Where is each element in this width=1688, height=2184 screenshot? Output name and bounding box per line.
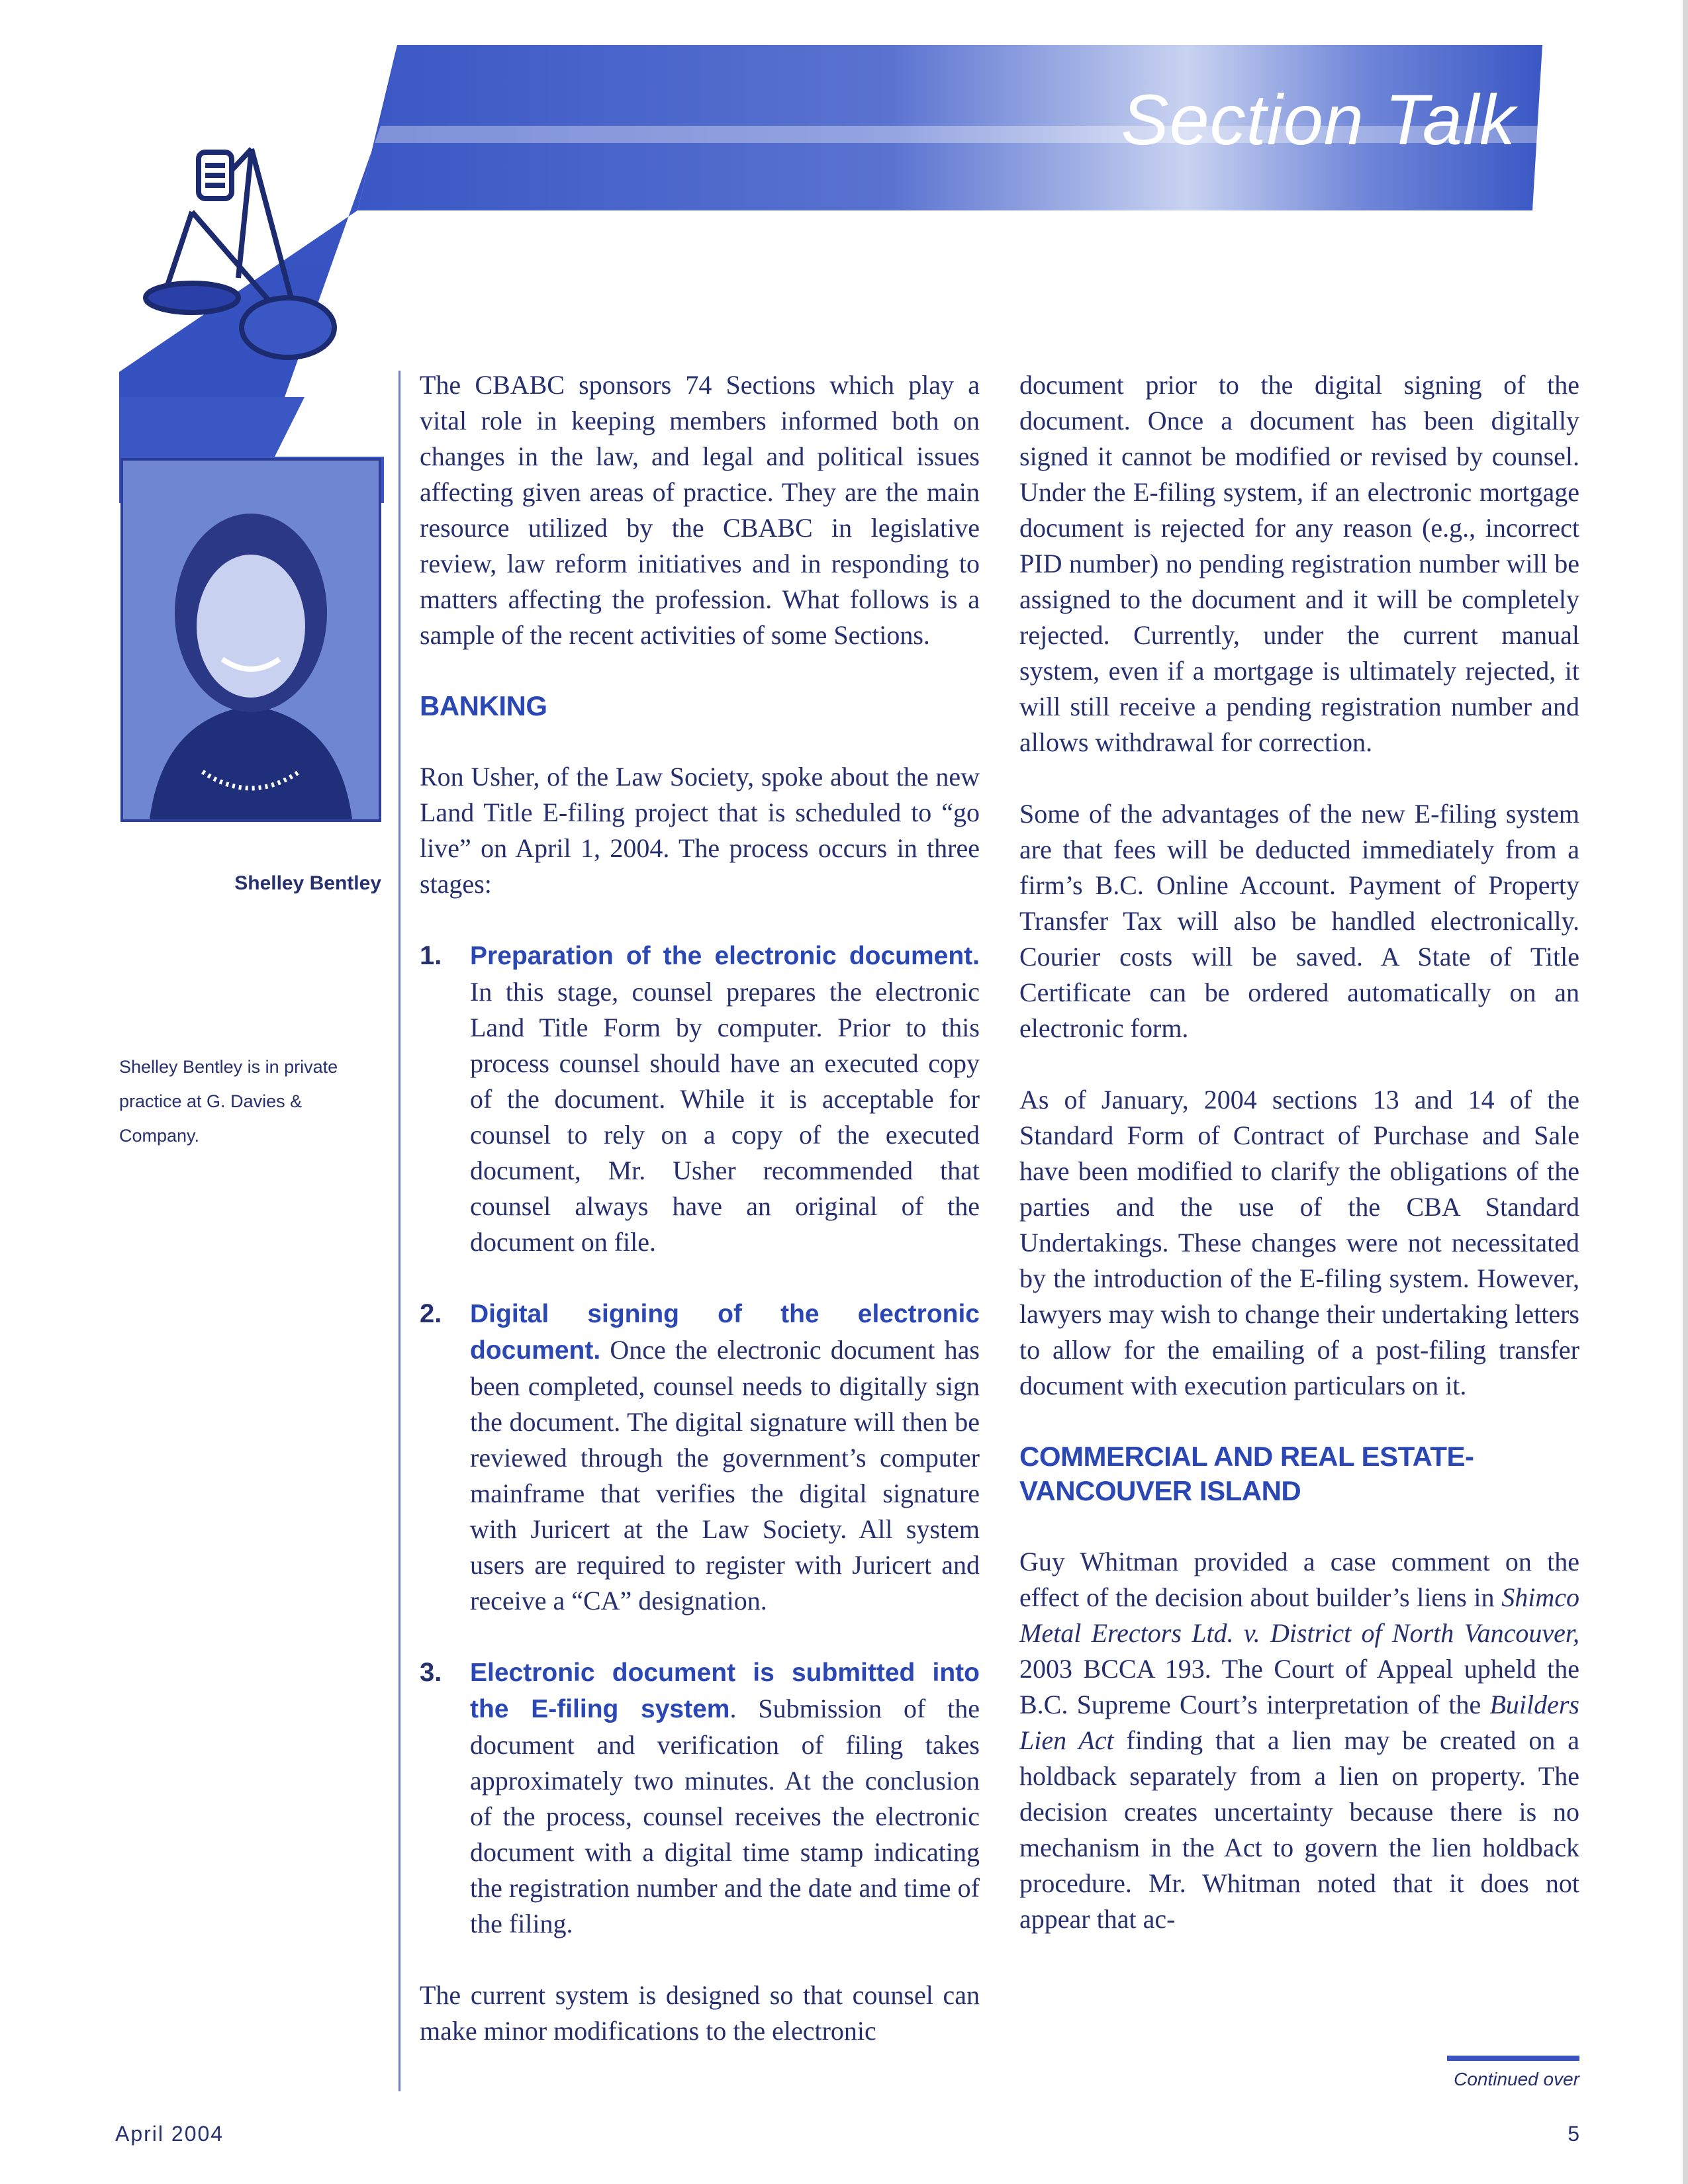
list-lead: Electronic document is submitted into the E-filing system <box>470 1659 980 1723</box>
text-run: 2003 BCCA 193. The Court of Appeal upheld the B.C. Supreme Court’s interpretation of the <box>1019 1654 1579 1719</box>
paragraph: Some of the advantages of the new E-filing system are that fees will be deducted immediately from a firm’s B.C. Online Account. Payment of Property Transfer Tax will also be handled electronically. Courier costs will be saved. A State of Title Certificate can be ordered automatically on an electronic form. <box>1019 799 1579 1043</box>
closing-paragraph: The current system is designed so that counsel can make minor modifications to the electronic <box>420 1980 980 2046</box>
photo-caption: Shelley Bentley <box>234 872 381 894</box>
page-number: 5 <box>1568 2122 1579 2146</box>
commercial-heading <box>1019 1439 1579 1508</box>
paragraph: document prior to the digital signing of the document. Once a document has been digitally signed it cannot be modified or revised by counsel. Under the E-filing system, if an electronic mortgage document is rejected for any reason (e.g., incorrect PID number) no pending registration number will be assigned to the document and it will be completely rejected. Currently, under the current manual system, even if a mortgage is ultimately rejected, it will still receive a pending registration number and allows withdrawal for correction. <box>1019 370 1579 757</box>
banking-heading: BANKING <box>420 690 547 721</box>
act-name: Builders Lien Act <box>1019 1690 1579 1755</box>
author-bio: Shelley Bentley is in private practice at G. Davies & Company. <box>119 1057 338 1146</box>
section-title: Section Talk <box>1121 79 1516 159</box>
list-lead: Digital signing of the electronic document. <box>470 1300 980 1365</box>
text-run: Guy Whitman provided a case comment on the effect of the decision about builder’s liens in <box>1019 1547 1579 1612</box>
case-name: Shimco Metal Erectors Ltd. v. District of North Vancouver, <box>1019 1582 1579 1648</box>
list-item <box>420 1296 980 1619</box>
intro-paragraph: The CBABC sponsors 74 Sections which play a vital role in keeping members informed both on changes in the law, and legal and political issues affecting given areas of practice. They are the main resource utilized by the CBABC in legislative review, law reform initiatives and in responding to matters affecting the profession. What follows is a sample of the recent activities of some Sections. <box>420 370 980 650</box>
right-column <box>1019 367 1579 1937</box>
list-number: 1. <box>420 941 442 970</box>
continued-over-label: Continued over <box>1454 2069 1579 2089</box>
list-text: Once the electronic document has been completed, counsel needs to digitally sign the document. The digital signature will then be reviewed through the government’s computer mainframe that verifies the digital signature with Juricert at the Law Society. All system users are required to register with Juricert and receive a “CA” designation. <box>470 1335 980 1615</box>
continued-rule <box>1447 2056 1579 2061</box>
list-text: . Submission of the document and verification of filing takes approximately two minutes. At the conclusion of the process, counsel receives the electronic document with a digital time stamp indicating the registration number and the date and time of the filing. <box>470 1694 980 1938</box>
heading-line: COMMERCIAL AND REAL ESTATE- <box>1019 1441 1474 1472</box>
banking-intro-paragraph: Ron Usher, of the Law Society, spoke about the new Land Title E-filing project that is scheduled to “go live” on April 1, 2004. The process occurs in three stages: <box>420 762 980 899</box>
list-text: In this stage, counsel prepares the electronic Land Title Form by computer. Prior to this process counsel should have an executed copy of the document. While it is acceptable for counsel to rely on a copy of the executed document, Mr. Usher recommended that counsel always have an original of the document on file. <box>470 977 980 1257</box>
list-number: 3. <box>420 1658 442 1687</box>
text-run: finding that a lien may be created on a holdback separately from a lien on property. The decision creates uncertainty because there is no mechanism in the Act to govern the lien holdback procedure. Mr. Whitman noted that it does not appear that ac- <box>1019 1725 1579 1934</box>
left-column <box>420 367 980 2049</box>
column-divider <box>399 371 400 2091</box>
list-lead: Preparation of the electronic document. <box>470 942 980 970</box>
portrait-image <box>123 461 379 819</box>
paragraph: As of January, 2004 sections 13 and 14 of the Standard Form of Contract of Purchase and Sale have been modified to clarify the obligations of the parties and the use of the CBA Standard Undertakings. These changes were not necessitated by the introduction of the E-filing system. However, lawyers may wish to change their undertaking letters to allow for the emailing of a post-filing transfer document with execution particulars on it. <box>1019 1085 1579 1400</box>
footer-date: April 2004 <box>115 2122 224 2146</box>
author-photo <box>120 458 381 822</box>
case-comment-paragraph <box>1019 1544 1579 1937</box>
list-item <box>420 1655 980 1942</box>
heading-line: VANCOUVER ISLAND <box>1019 1475 1301 1506</box>
list-item <box>420 938 980 1260</box>
list-number: 2. <box>420 1299 442 1328</box>
